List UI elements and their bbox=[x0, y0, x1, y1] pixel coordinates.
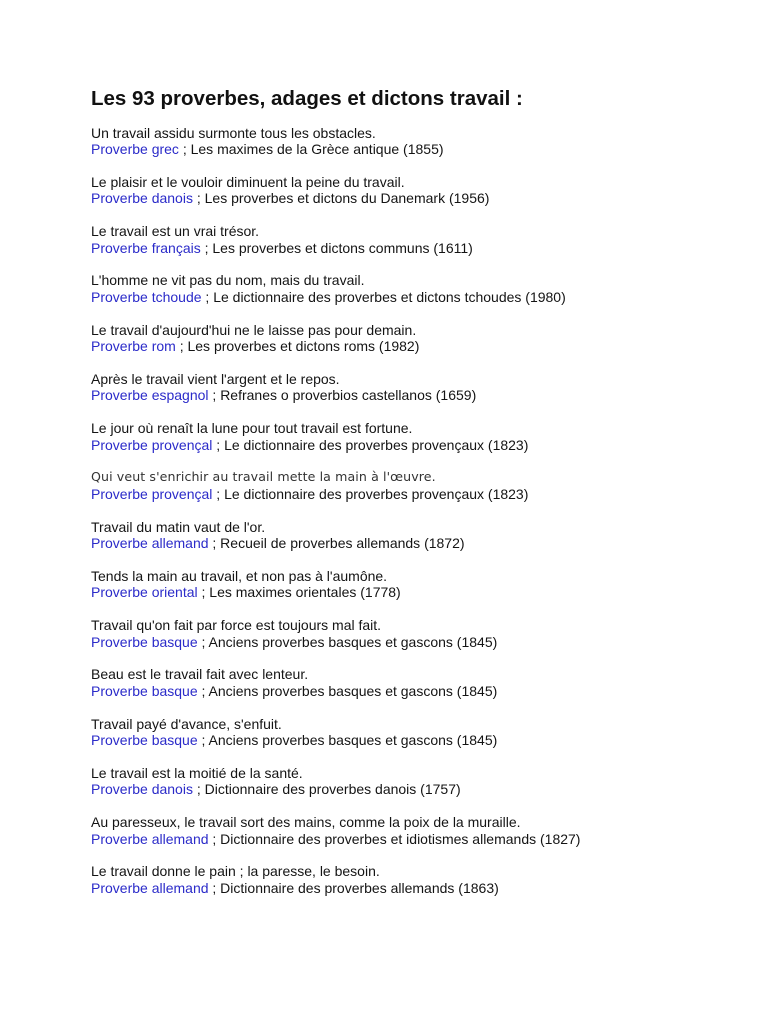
proverb-attribution bbox=[91, 634, 731, 651]
proverb-entry bbox=[91, 863, 731, 912]
proverb-source: ; Recueil de proverbes allemands (1872) bbox=[208, 535, 465, 551]
proverb-source: ; Le dictionnaire des proverbes provençaux (1823) bbox=[212, 485, 529, 502]
proverb-text: Le jour où renaît la lune pour tout travail est fortune. bbox=[91, 420, 413, 436]
proverb-attribution bbox=[91, 190, 731, 207]
proverb-attribution bbox=[91, 880, 731, 897]
proverb-attribution bbox=[91, 240, 731, 257]
proverb-origin-link[interactable]: Proverbe provençal bbox=[91, 485, 213, 502]
proverb-entry bbox=[91, 568, 731, 617]
proverb-origin-link[interactable]: Proverbe basque bbox=[91, 682, 198, 699]
proverb-entry bbox=[91, 322, 731, 371]
proverb-source: ; Anciens proverbes basques et gascons (1845) bbox=[197, 682, 498, 699]
proverb-attribution bbox=[91, 338, 731, 355]
proverb-attribution bbox=[91, 584, 731, 601]
proverb-source: ; Les proverbes et dictons roms (1982) bbox=[175, 338, 420, 354]
proverb-origin-link[interactable]: Proverbe tchoude bbox=[91, 288, 202, 305]
proverb-origin-link[interactable]: Proverbe espagnol bbox=[91, 387, 209, 404]
proverb-attribution bbox=[91, 683, 731, 700]
proverb-origin-link[interactable]: Proverbe provençal bbox=[91, 436, 213, 453]
proverb-attribution bbox=[91, 387, 731, 404]
proverb-entry bbox=[91, 666, 731, 715]
proverb-origin-link[interactable]: Proverbe oriental bbox=[91, 584, 198, 601]
proverb-source: ; Les proverbes et dictons communs (1611) bbox=[200, 239, 473, 256]
proverb-source: ; Refranes o proverbios castellanos (1659) bbox=[208, 387, 477, 404]
proverb-entry bbox=[91, 814, 731, 863]
proverb-entry bbox=[91, 174, 731, 223]
proverb-entry bbox=[91, 272, 731, 321]
proverb-source: ; Anciens proverbes basques et gascons (1845) bbox=[197, 732, 498, 748]
proverb-text: Tends la main au travail, et non pas à l'aumône. bbox=[91, 567, 388, 584]
proverb-source: ; Anciens proverbes basques et gascons (1845) bbox=[197, 633, 498, 650]
proverb-entry bbox=[91, 371, 731, 420]
proverb-text: L'homme ne vit pas du nom, mais du travail. bbox=[91, 272, 365, 289]
proverb-text: Le plaisir et le vouloir diminuent la peine du travail. bbox=[91, 173, 405, 190]
proverb-text: Le travail est la moitié de la santé. bbox=[91, 764, 303, 781]
proverb-attribution bbox=[91, 831, 731, 848]
proverb-origin-link[interactable]: Proverbe allemand bbox=[91, 879, 209, 896]
proverb-text: Après le travail vient l'argent et le repos. bbox=[91, 370, 340, 387]
proverb-text: Travail qu'on fait par force est toujours mal fait. bbox=[91, 617, 382, 633]
proverb-entry bbox=[91, 617, 731, 666]
proverb-text: Qui veut s'enrichir au travail mette la main à l'œuvre. bbox=[91, 469, 436, 485]
proverb-attribution bbox=[91, 732, 731, 749]
proverb-entry bbox=[91, 223, 731, 272]
proverb-source: ; Les maximes orientales (1778) bbox=[197, 584, 401, 601]
proverb-attribution bbox=[91, 535, 731, 552]
proverb-origin-link[interactable]: Proverbe basque bbox=[91, 732, 198, 748]
proverb-source: ; Dictionnaire des proverbes danois (1757) bbox=[192, 781, 461, 798]
proverb-entry bbox=[91, 716, 731, 765]
proverb-origin-link[interactable]: Proverbe basque bbox=[91, 633, 198, 650]
proverb-origin-link[interactable]: Proverbe allemand bbox=[91, 535, 209, 551]
proverb-attribution bbox=[91, 141, 731, 158]
proverb-attribution bbox=[91, 437, 731, 454]
proverb-attribution bbox=[91, 781, 731, 798]
proverb-entry bbox=[91, 125, 731, 174]
proverb-entry bbox=[91, 469, 731, 518]
proverb-text: Au paresseux, le travail sort des mains, comme la poix de la muraille. bbox=[91, 814, 521, 830]
proverb-source: ; Dictionnaire des proverbes et idiotismes allemands (1827) bbox=[208, 830, 581, 847]
proverb-text: Le travail d'aujourd'hui ne le laisse pas pour demain. bbox=[91, 321, 417, 338]
proverb-source: ; Le dictionnaire des proverbes et dictons tchoudes (1980) bbox=[201, 288, 566, 305]
proverb-entry bbox=[91, 519, 731, 568]
proverb-text: Un travail assidu surmonte tous les obstacles. bbox=[91, 124, 376, 141]
proverb-origin-link[interactable]: Proverbe danois bbox=[91, 781, 193, 798]
proverb-entry bbox=[91, 765, 731, 814]
proverb-origin-link[interactable]: Proverbe rom bbox=[91, 338, 176, 354]
proverb-text: Travail payé d'avance, s'enfuit. bbox=[91, 715, 282, 732]
proverb-origin-link[interactable]: Proverbe danois bbox=[91, 190, 193, 207]
proverb-origin-link[interactable]: Proverbe allemand bbox=[91, 830, 209, 847]
proverb-source: ; Les maximes de la Grèce antique (1855) bbox=[178, 141, 444, 157]
page-title: Les 93 proverbes, adages et dictons travail : bbox=[91, 87, 523, 110]
proverb-attribution bbox=[91, 289, 731, 306]
proverb-list bbox=[91, 125, 731, 913]
proverb-entry bbox=[91, 420, 731, 469]
proverb-origin-link[interactable]: Proverbe grec bbox=[91, 141, 179, 157]
proverb-attribution bbox=[91, 486, 731, 503]
proverb-text: Travail du matin vaut de l'or. bbox=[91, 518, 266, 535]
proverb-source: ; Dictionnaire des proverbes allemands (1863) bbox=[208, 879, 499, 896]
proverb-text: Le travail est un vrai trésor. bbox=[91, 223, 260, 239]
proverb-origin-link[interactable]: Proverbe français bbox=[91, 239, 201, 256]
proverb-source: ; Le dictionnaire des proverbes provençaux (1823) bbox=[212, 436, 529, 453]
proverb-text: Beau est le travail fait avec lenteur. bbox=[91, 666, 309, 683]
proverb-text: Le travail donne le pain ; la paresse, le besoin. bbox=[91, 863, 380, 880]
proverb-source: ; Les proverbes et dictons du Danemark (1956) bbox=[192, 190, 490, 207]
